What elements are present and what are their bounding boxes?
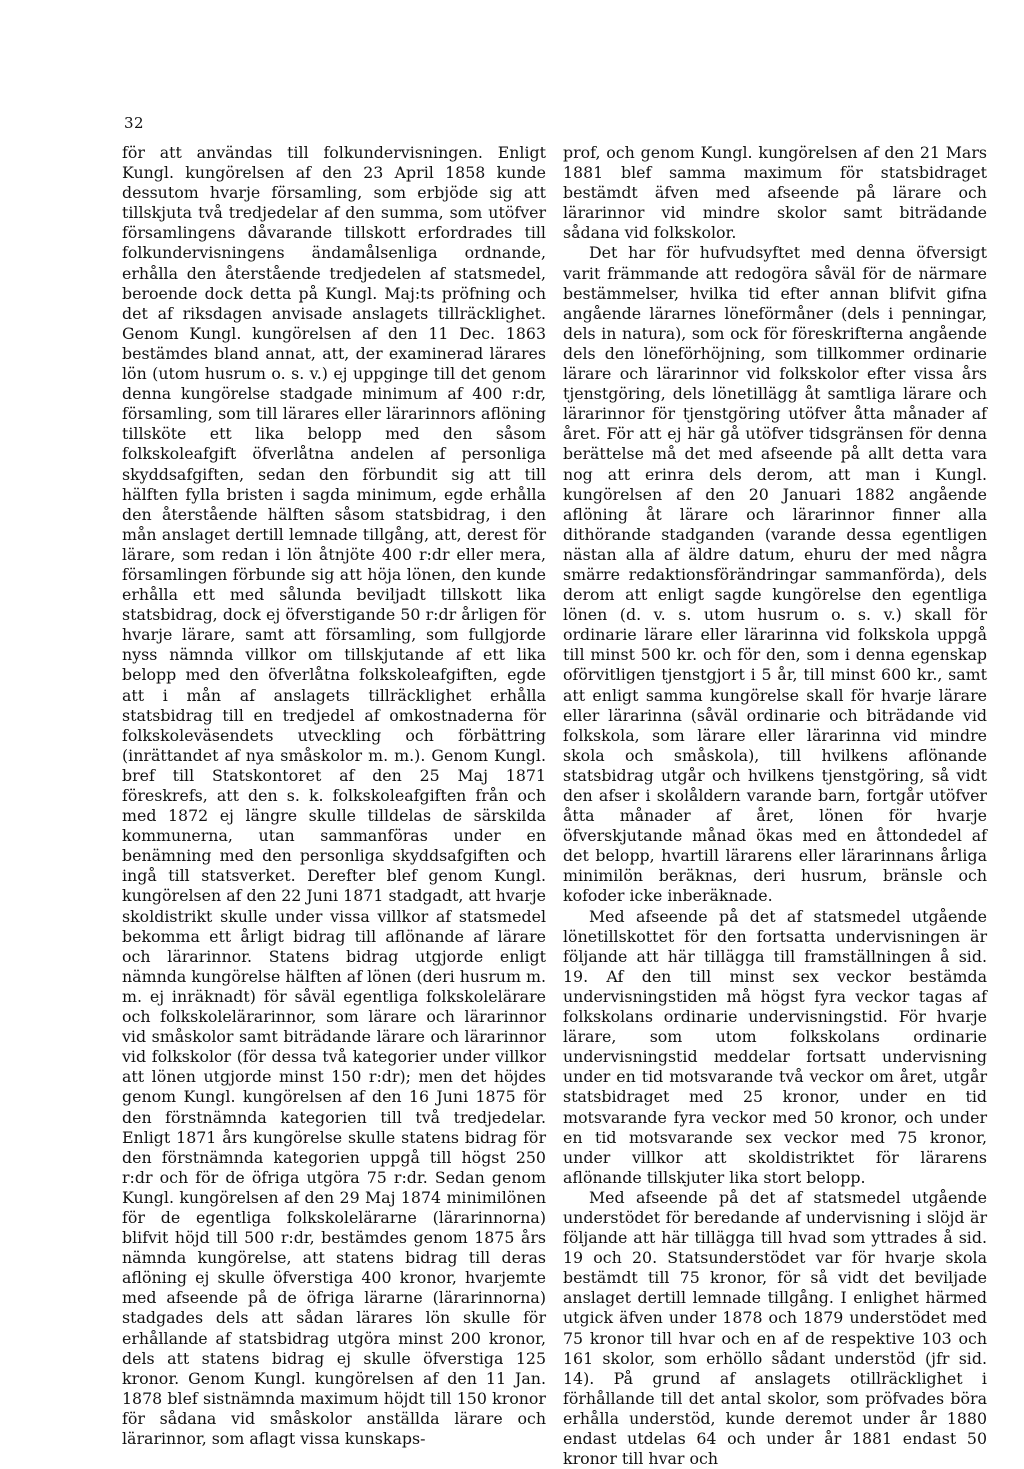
page-number: 32: [124, 114, 145, 132]
left-column: [122, 143, 546, 1449]
left-paragraph-1: för att användas till folkundervisningen. Enligt Kungl. kungörelsen af den 23 April 1858 kunde dessutom hvarje församling, som erbjöde sig att tillskjuta två tredjedelar af den summa, som utöfver församlingens dåvarande tillskott erfordrades till folkundervisningens ändamålsenliga ordnande, erhålla den återstående tredjedelen af statsmedel, beroende dock detta på Kungl. Maj:ts pröfning och det af riksdagen anvisade anslagets tillräcklighet. Genom Kungl. kungörelsen af den 11 Dec. 1863 bestämdes bland annat, att, der examinerad lärares lön (utom husrum o. s. v.) ej uppginge till det genom denna kungörelse stadgade minimum af 400 r:dr, församling, som till lärares eller lärarinnors aflöning tillsköte ett lika belopp med den såsom folkskoleafgift öfverlåtna andelen af personliga skyddsafgiften, sedan den förbundit sig att till hälften fylla bristen i sagda minimum, egde erhålla den återstående hälften såsom statsbidrag, i den mån anslaget dertill lemnade tillgång, att, derest för lärare, som redan i lön åtnjöte 400 r:dr eller mera, församlingen förbunde sig att höja lönen, den kunde erhålla ett med sålunda beviljadt tillskott lika statsbidrag, dock ej öfverstigande 50 r:dr årligen för hvarje lärare, samt att församling, som fullgjorde nyss nämnda villkor om tillskjutande af ett lika belopp med den öfverlåtna folkskoleafgiften, egde att i mån af anslagets tillräcklighet erhålla statsbidrag till en tredjedel af omkostnaderna för folkskoleväsendets utveckling och förbättring (inrättandet af nya småskolor m. m.). Genom Kungl. bref till Statskontoret af den 25 Maj 1871 föreskrefs, att den s. k. folkskoleafgiften från och med 1872 ej längre skulle tilldelas de särskilda kommunerna, utan sammanföras under en benämning med den personliga skyddsafgiften och ingå till statsverket. Derefter blef genom Kungl. kungörelsen af den 22 Juni 1871 stadgadt, att hvarje skoldistrikt skulle under vissa villkor af statsmedel bekomma ett årligt bidrag till aflönande af lärare och lärarinnor. Statens bidrag utgjorde enligt nämnda kungörelse hälften af lönen (deri husrum m. m. ej inräknadt) för såväl egentliga folkskolelärare och folkskolelärarinnor, som lärare och lärarinnor vid småskolor samt biträdande lärare och lärarinnor vid folkskolor (för dessa två kategorier under villkor att lönen utgjorde minst 150 r:dr); men det höjdes genom Kungl. kungörelsen af den 16 Juni 1875 för den förstnämnda kategorien till två tredjedelar. Enligt 1871 års kungörelse skulle statens bidrag för den förstnämnda kategorien uppgå till högst 250 r:dr och för de öfriga utgöra 75 r:dr. Sedan genom Kungl. kungörelsen af den 29 Maj 1874 minimilönen för de egentliga folkskolelärarne (lärarinnorna) blifvit höjd till 500 r:dr, bestämdes genom 1875 års nämnda kungörelse, att statens bidrag till deras aflöning ej skulle öfverstiga 400 kronor, hvarjemte med afseende på de öfriga lärarne (lärarinnorna) stadgades dels att sådan lärares lön skulle för erhållande af statsbidrag utgöra minst 200 kronor, dels att statens bidrag ej skulle öfverstiga 125 kronor. Genom Kungl. kungörelsen af den 11 Jan. 1878 blef sistnämnda maximum höjdt till 150 kronor för sådana vid småskolor anställda lärare och lärarinnor, som aflagt vissa kunskaps-: [122, 143, 546, 1448]
right-paragraph-2: Det har för hufvudsyftet med denna öfversigt varit främmande att redogöra såväl för de närmare bestämmelser, hvilka tid efter annan blifvit gifna angående lärarnes löneförmåner (dels i penningar, dels in natura), som ock för föreskrifterna angående dels den löneförhöjning, som tillkommer ordinarie lärare och lärarinnor vid folkskolor efter vissa års tjenstgöring, dels lönetillägg åt samtliga lärare och lärarinnor för tjenstgöring utöfver åtta månader af året. För att ej här gå utöfver tidsgränsen för denna berättelse må det med afseende på allt detta vara nog att erinra dels derom, att man i Kungl. kungörelsen af den 20 Januari 1882 angående aflöning åt lärare och lärarinnor finner alla dithörande stadganden (varande dessa egentligen nästan alla af äldre datum, ehuru der med några smärre redaktionsförändringar sammanförda), dels derom att enligt sagde kungörelse den egentliga lönen (d. v. s. utom husrum o. s. v.) skall för ordinarie lärare eller lärarinna vid folkskola uppgå till minst 500 kr. och för den, som i denna egenskap oförvitligen tjenstgjort i 5 år, till minst 600 kr., samt att enligt samma kungörelse skall för hvarje lärare eller lärarinna (såväl ordinarie och biträdande vid folkskola, som lärare eller lärarinna vid mindre skola och småskola), till hvilkens aflönande statsbidrag utgår och hvilkens tjenstgöring, så vidt den afser i skolåldern varande barn, fortgår utöfver åtta månader af året, lönen för hvarje öfverskjutande månad ökas med en åttondedel af det belopp, hvartill lärarens eller lärarinnans årliga minimilön beräknas, deri husrum, bränsle och kofoder icke inberäknade.: [563, 243, 987, 906]
right-paragraph-4: Med afseende på det af statsmedel utgående understödet för beredande af undervisning i slöjd är följande att här tillägga till hvad som yttrades å sid. 19 och 20. Statsunderstödet var för hvarje skola bestämdt till 75 kronor, för så vidt det beviljade anslaget dertill lemnade tillgång. I enlighet härmed utgick äfven under 1878 och 1879 understödet med 75 kronor till hvar och en af de respektive 103 och 161 skolor, som erhöllo sådant understöd (jfr sid. 14). På grund af anslagets otillräcklighet i förhållande till det antal skolor, som pröfvades böra erhålla understöd, kunde deremot under år 1880 endast utdelas 64 och under år 1881 endast 50 kronor till hvar och: [563, 1187, 987, 1469]
right-paragraph-3: Med afseende på det af statsmedel utgående lönetillskottet för den fortsatta undervisningen är följande att här tillägga till framställningen å sid. 19. Af den till minst sex veckor bestämda undervisningstiden må högst fyra veckor tagas af folkskolans ordinarie undervisningstid. För hvarje lärare, som utom folkskolans ordinarie undervisningstid meddelar fortsatt undervisning under en tid motsvarande två veckor om året, utgår statsbidraget med 25 kronor, under en tid motsvarande fyra veckor med 50 kronor, och under en tid motsvarande sex veckor med 75 kronor, under villkor att skoldistriktet för lärarens aflönande tillskjuter lika stort belopp.: [563, 906, 987, 1187]
right-column: [563, 143, 987, 1469]
right-paragraph-1: prof, och genom Kungl. kungörelsen af den 21 Mars 1881 blef samma maximum för statsbidraget bestämdt äfven med afseende på lärare och lärarinnor vid mindre skolor samt biträdande sådana vid folkskolor.: [563, 143, 987, 243]
